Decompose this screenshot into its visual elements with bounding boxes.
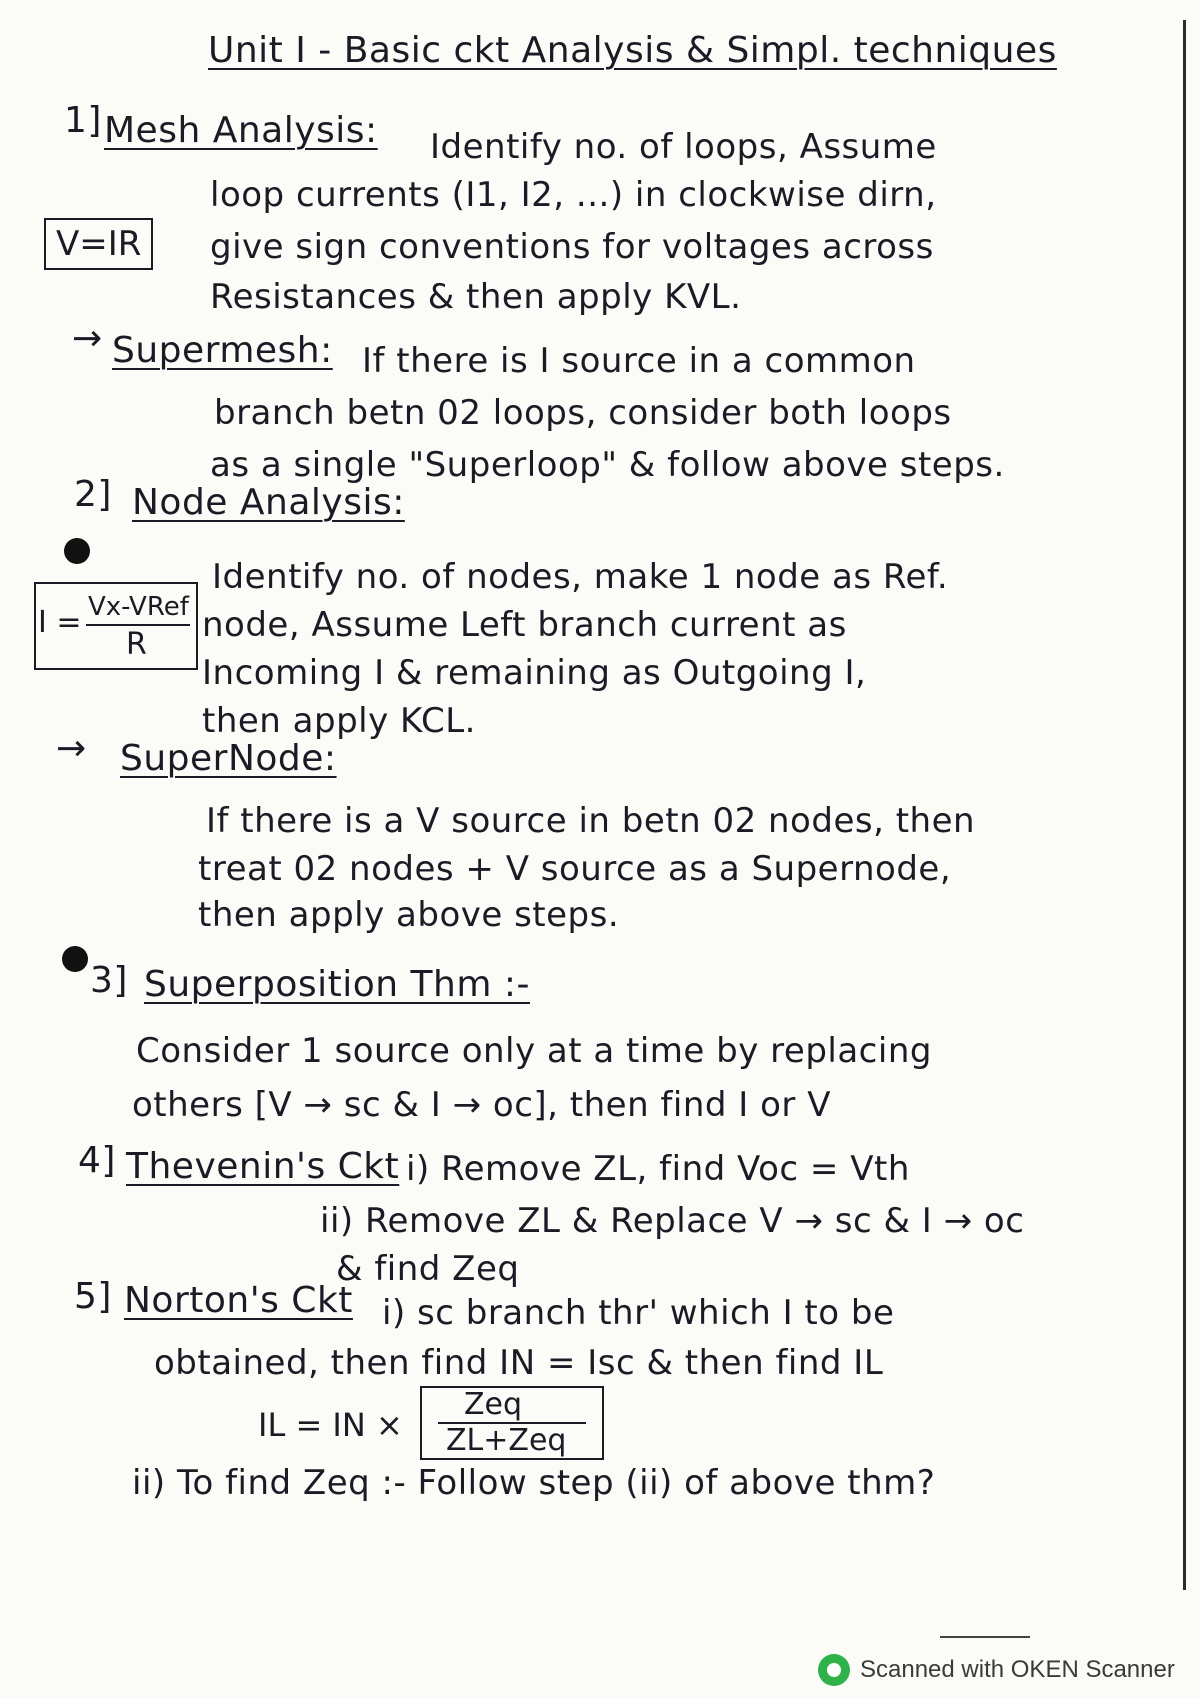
supermesh-text-3: as a single "Superloop" & follow above steps. — [210, 445, 1005, 485]
norton-text-2: obtained, then find IN = Isc & then find IL — [154, 1343, 884, 1383]
norton-formula-lhs: IL = IN × — [258, 1406, 403, 1444]
supermesh-arrow: → — [72, 318, 103, 359]
thevenin-heading: Thevenin's Ckt — [126, 1146, 400, 1187]
scanner-text: Scanned with OKEN Scanner — [860, 1656, 1175, 1683]
superposition-text-2: others [V → sc & I → oc], then find I or V — [132, 1085, 831, 1125]
superposition-text-1: Consider 1 source only at a time by replacing — [136, 1031, 932, 1071]
node-formula-numerator: Vx-VRef — [88, 592, 189, 622]
node-heading: Node Analysis: — [132, 482, 405, 523]
page-title: Unit I - Basic ckt Analysis & Simpl. techniques — [208, 30, 1057, 71]
node-text-4: then apply KCL. — [202, 701, 476, 741]
node-formula-bar — [86, 624, 190, 626]
mesh-text-4: Resistances & then apply KVL. — [210, 277, 742, 317]
mesh-text-3: give sign conventions for voltages across — [210, 227, 934, 267]
norton-number: 5] — [74, 1276, 112, 1317]
bullet-dot-2 — [62, 946, 88, 972]
supermesh-text-1: If there is I source in a common — [362, 341, 916, 381]
scanner-watermark — [818, 1652, 1175, 1688]
node-formula-denominator: R — [126, 627, 147, 662]
node-number: 2] — [74, 474, 112, 515]
supernode-text-2: treat 02 nodes + V source as a Supernode, — [198, 849, 952, 889]
norton-formula-denominator: ZL+Zeq — [446, 1423, 567, 1458]
footer-divider — [940, 1636, 1030, 1638]
norton-heading: Norton's Ckt — [124, 1280, 353, 1321]
mesh-heading: Mesh Analysis: — [104, 110, 378, 151]
supernode-text-3: then apply above steps. — [198, 895, 620, 935]
supernode-text-1: If there is a V source in betn 02 nodes, then — [206, 801, 976, 841]
node-text-2: node, Assume Left branch current as — [202, 605, 847, 645]
superposition-number: 3] — [90, 960, 128, 1001]
mesh-text-2: loop currents (I1, I2, ...) in clockwise dirn, — [210, 175, 937, 215]
norton-formula-numerator: Zeq — [464, 1387, 523, 1422]
supermesh-heading: Supermesh: — [112, 330, 333, 371]
thevenin-text-1: i) Remove ZL, find Voc = Vth — [406, 1149, 910, 1189]
mesh-formula-box: V=IR — [44, 218, 153, 270]
node-text-1: Identify no. of nodes, make 1 node as Ref. — [212, 557, 949, 597]
supernode-arrow: → — [56, 728, 87, 769]
node-text-3: Incoming I & remaining as Outgoing I, — [202, 653, 867, 693]
supernode-heading: SuperNode: — [120, 738, 337, 779]
mesh-text-1: Identify no. of loops, Assume — [430, 127, 937, 167]
scanner-logo-icon — [818, 1654, 850, 1686]
thevenin-number: 4] — [78, 1140, 116, 1181]
thevenin-text-3: & find Zeq — [336, 1249, 520, 1289]
page-edge-line — [1183, 20, 1186, 1590]
norton-text-1: i) sc branch thr' which I to be — [382, 1293, 895, 1333]
node-formula-lhs: I = — [38, 605, 82, 640]
superposition-heading: Superposition Thm :- — [144, 964, 530, 1005]
norton-text-3: ii) To find Zeq :- Follow step (ii) of above thm? — [132, 1463, 936, 1503]
bullet-dot-1 — [64, 538, 90, 564]
mesh-number: 1] — [64, 100, 102, 141]
supermesh-text-2: branch betn 02 loops, consider both loops — [214, 393, 952, 433]
thevenin-text-2: ii) Remove ZL & Replace V → sc & I → oc — [320, 1201, 1025, 1241]
